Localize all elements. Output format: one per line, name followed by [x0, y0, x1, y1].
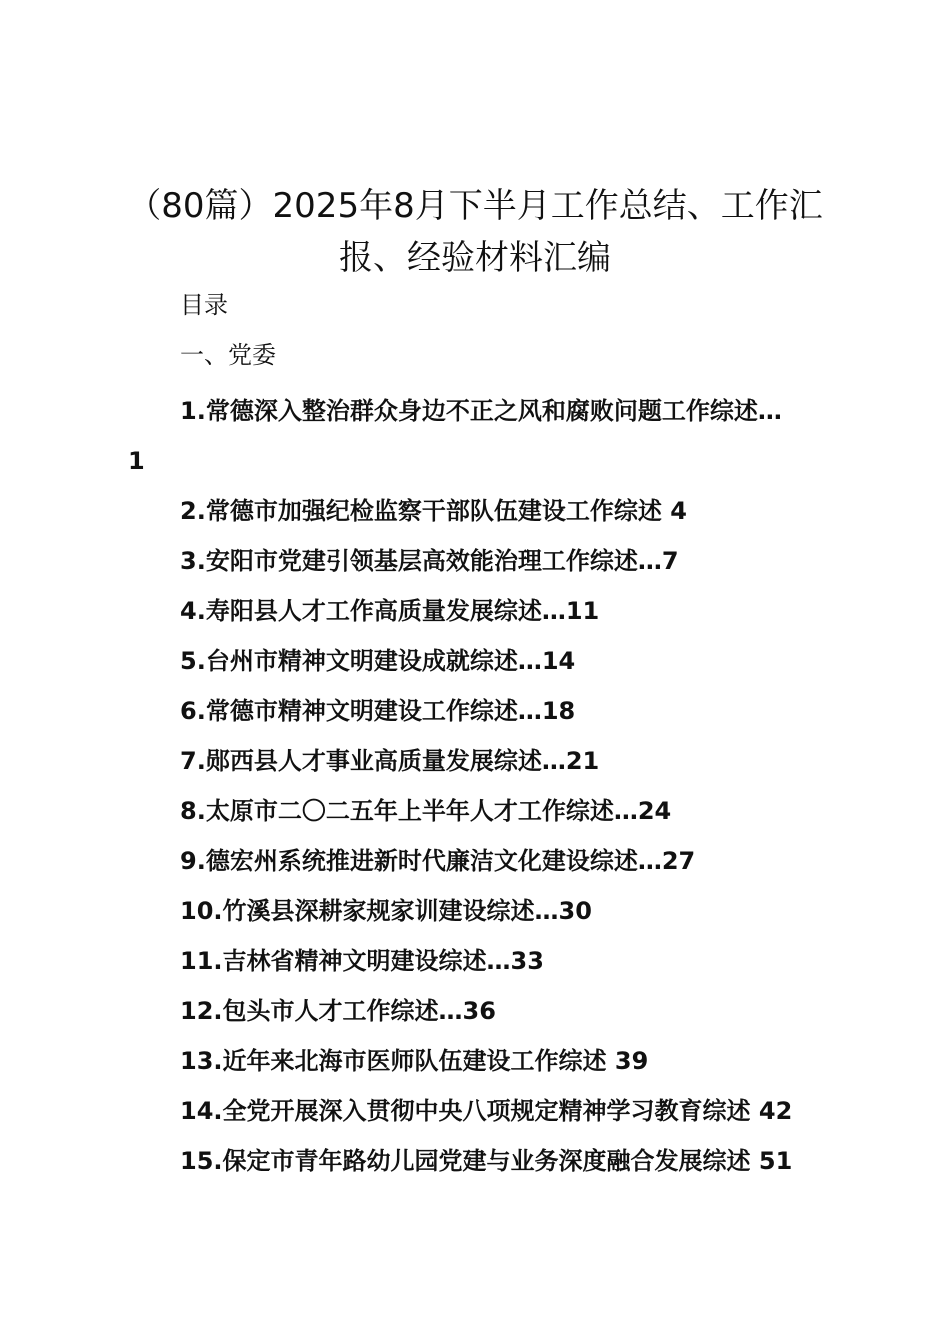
- toc-entry-page: 42: [758, 1097, 793, 1125]
- toc-entry-page: 24: [637, 797, 672, 825]
- toc-entry-page: 36: [462, 997, 496, 1025]
- section-heading: 一、党委: [180, 341, 276, 369]
- toc-entry-text: 4.寿阳县人才工作高质量发展综述…: [180, 597, 566, 625]
- toc-entry-text: 6.常德市精神文明建设工作综述…: [180, 697, 542, 725]
- toc-entry-page: 39: [614, 1047, 649, 1075]
- toc-entry-text: 1.常德深入整治群众身边不正之风和腐败问题工作综述…: [180, 397, 782, 425]
- toc-entry-page: 7: [661, 547, 679, 575]
- toc-entry-page: 1: [128, 447, 145, 475]
- toc-entry[interactable]: [0, 1086, 950, 1136]
- toc-entry-text: 11.吉林省精神文明建设综述…: [180, 947, 511, 975]
- toc-entry[interactable]: [0, 1036, 950, 1086]
- toc-entry-page: 11: [565, 597, 600, 625]
- document-title: （80篇）2025年8月下半月工作总结、工作汇报、经验材料汇编: [127, 186, 823, 278]
- toc-entry-text: 12.包头市人才工作综述…: [180, 997, 463, 1025]
- toc-entry[interactable]: [0, 386, 840, 486]
- toc-entry[interactable]: [0, 586, 950, 636]
- toc-entry-text: 8.太原市二〇二五年上半年人才工作综述…: [180, 797, 638, 825]
- toc-entry[interactable]: [0, 686, 950, 736]
- toc-entry[interactable]: [0, 936, 950, 986]
- toc-entry[interactable]: [0, 736, 950, 786]
- toc-entry-text: 9.德宏州系统推进新时代廉洁文化建设综述…: [180, 847, 662, 875]
- toc-list: [0, 386, 950, 1186]
- toc-entry-text: 2.常德市加强纪检监察干部队伍建设工作综述: [180, 497, 662, 525]
- toc-entry-page: 30: [558, 897, 592, 925]
- toc-entry-text: 13.近年来北海市医师队伍建设工作综述: [180, 1047, 607, 1075]
- toc-entry-text: 7.郧西县人才事业高质量发展综述…: [180, 747, 566, 775]
- toc-entry-page: 27: [661, 847, 696, 875]
- toc-entry-page: 51: [758, 1147, 793, 1175]
- toc-entry-text: 15.保定市青年路幼儿园党建与业务深度融合发展综述: [180, 1147, 751, 1175]
- toc-entry[interactable]: [0, 1136, 950, 1186]
- toc-entry[interactable]: [0, 886, 950, 936]
- toc-entry[interactable]: [0, 486, 950, 536]
- toc-entry[interactable]: [0, 536, 950, 586]
- toc-entry-text: 3.安阳市党建引领基层高效能治理工作综述…: [180, 547, 662, 575]
- toc-label: 目录: [180, 291, 228, 319]
- toc-entry-page: 33: [510, 947, 544, 975]
- toc-entry-page: 14: [541, 647, 576, 675]
- toc-entry-text: 14.全党开展深入贯彻中央八项规定精神学习教育综述: [180, 1097, 751, 1125]
- toc-entry-page: 4: [670, 497, 687, 525]
- toc-entry-page: 18: [541, 697, 576, 725]
- toc-entry-text: 10.竹溪县深耕家规家训建设综述…: [180, 897, 559, 925]
- toc-entry-text: 5.台州市精神文明建设成就综述…: [180, 647, 542, 675]
- toc-entry[interactable]: [0, 636, 950, 686]
- toc-entry[interactable]: [0, 836, 950, 886]
- toc-entry[interactable]: [0, 986, 950, 1036]
- toc-entry[interactable]: [0, 786, 950, 836]
- toc-entry-page: 21: [565, 747, 600, 775]
